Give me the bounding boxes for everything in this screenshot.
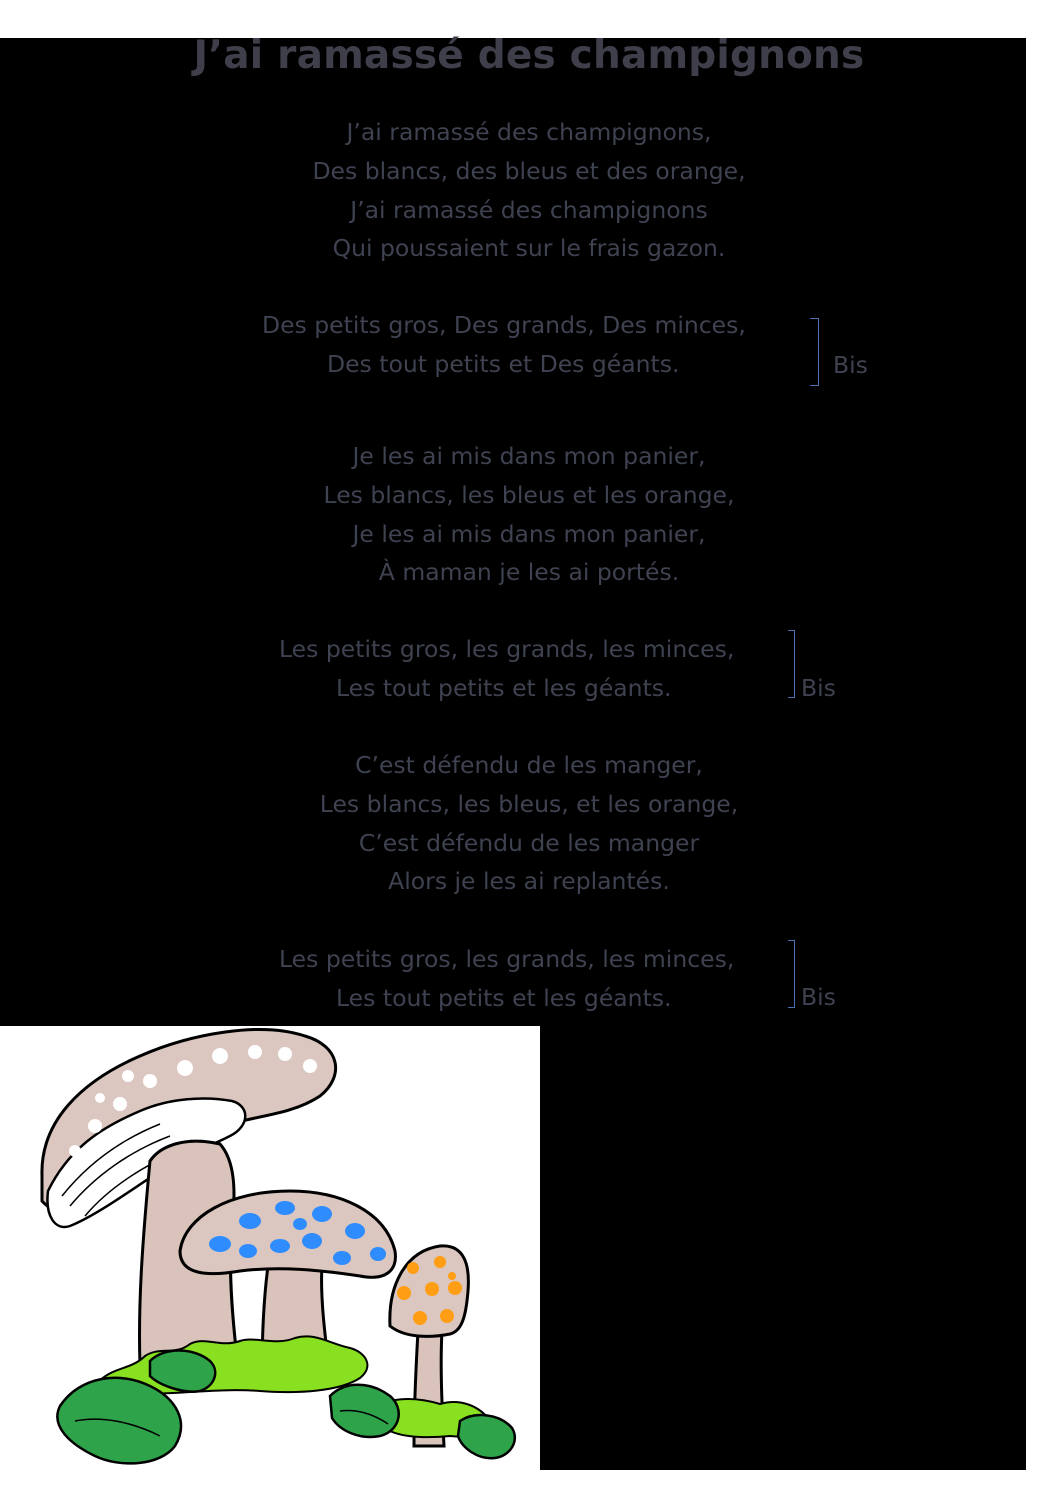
stanza-line: Alors je les ai replantés. <box>388 867 670 896</box>
repeat-bracket <box>810 318 819 386</box>
page-title: J’ai ramassé des champignons <box>193 33 865 78</box>
stanza-line: Les blancs, les bleus, et les orange, <box>319 789 739 818</box>
refrain-3 <box>0 940 1058 1018</box>
stanza-3 <box>0 746 1058 901</box>
repeat-bracket <box>788 630 795 698</box>
refrain-line: Les petits gros, les grands, les minces, <box>279 635 735 663</box>
refrain-2 <box>0 630 1058 708</box>
stanza-line: Les blancs, les bleus et les orange, <box>323 480 735 509</box>
stanza-line: J’ai ramassé des champignons <box>350 195 708 224</box>
mushrooms-illustration <box>0 1026 540 1470</box>
refrain-line: Des tout petits et Des géants. <box>327 349 680 378</box>
mushrooms-icon <box>0 1026 540 1470</box>
stanza-1 <box>0 113 1058 268</box>
repeat-label: Bis <box>801 674 836 702</box>
refrain-line: Les tout petits et les géants. <box>336 983 672 1012</box>
refrain-line: Les petits gros, les grands, les minces, <box>279 945 735 973</box>
refrain-line: Les tout petits et les géants. <box>336 673 672 702</box>
stanza-line: C’est défendu de les manger <box>358 828 700 857</box>
repeat-label: Bis <box>833 351 868 379</box>
stanza-line: Je les ai mis dans mon panier, <box>352 519 706 548</box>
stanza-line: À maman je les ai portés. <box>378 558 680 587</box>
refrain-line: Des petits gros, Des grands, Des minces, <box>262 311 746 339</box>
repeat-label: Bis <box>801 983 836 1011</box>
stanza-line: Qui poussaient sur le frais gazon. <box>332 234 726 263</box>
stanza-2 <box>0 437 1058 592</box>
stanza-line: J’ai ramassé des champignons, <box>346 118 712 146</box>
repeat-bracket <box>788 940 795 1008</box>
stanza-line: Des blancs, des bleus et des orange, <box>312 156 746 185</box>
stanza-line: Je les ai mis dans mon panier, <box>352 442 706 470</box>
stanza-line: C’est défendu de les manger, <box>355 751 703 779</box>
refrain-1 <box>0 306 1058 384</box>
